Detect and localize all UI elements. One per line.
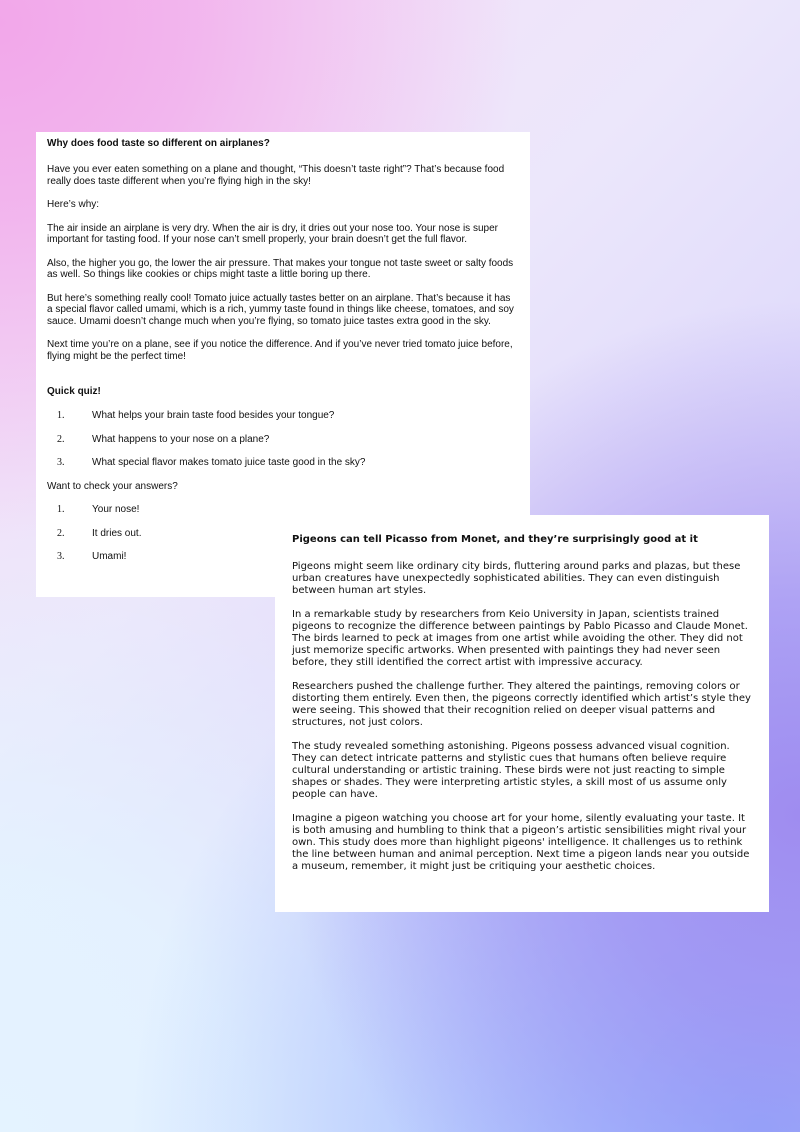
pigeon-cognition-paragraph: The study revealed something astonishing. Pigeons possess advanced visual cognition. They can detect intricate patterns and stylistic cues that humans often believe require cultural understanding or artistic training. These birds were not just reacting to simple shapes or shades. They were interpreting artistic styles, a skill most of us assume only people can have. xyxy=(292,741,730,800)
quiz-answer xyxy=(57,504,518,516)
quiz-answer-number: 1. xyxy=(57,504,65,515)
pigeon-conclusion-paragraph: Imagine a pigeon watching you choose art for your home, silently evaluating your taste. It is both amusing and humbling to think that a pigeon’s artistic sensibilities might rival your own. This study does more than highlight pigeons' intelligence. It challenges us to rethink the line between human and animal perception. Next time a pigeon lands near you outside a museum, remember, it might just be critiquing your aesthetic choices. xyxy=(292,813,750,872)
quiz-question-number: 1. xyxy=(57,410,65,421)
quiz-question xyxy=(57,410,518,422)
quiz-question-text: What happens to your nose on a plane? xyxy=(92,433,270,445)
quiz-question xyxy=(57,434,518,446)
airplane-air-pressure-paragraph: Also, the higher you go, the lower the air pressure. That makes your tongue not taste sweet or salty foods as well. So things like cookies or chips might taste a little boring up there. xyxy=(47,257,514,280)
airplane-dry-air-paragraph: The air inside an airplane is very dry. When the air is dry, it dries out your nose too. Your nose is super important for tasting food. If your nose can’t smell properly, your brain doesn’t get the full flavor. xyxy=(47,222,498,245)
quiz-question xyxy=(57,457,518,469)
pigeon-article-title: Pigeons can tell Picasso from Monet, and they’re surprisingly good at it xyxy=(292,534,698,545)
pigeon-article-card xyxy=(275,515,769,912)
quiz-question-text: What special flavor makes tomato juice taste good in the sky? xyxy=(92,457,366,468)
pigeon-study-paragraph: In a remarkable study by researchers from Keio University in Japan, scientists trained pigeons to recognize the difference between paintings by Pablo Picasso and Claude Monet. The birds learned to peck at images from one artist while avoiding the other. They did not just memorize specific artworks. When presented with paintings they had never seen before, they still identified the correct artist with impressive accuracy. xyxy=(292,609,748,668)
quiz-question-number: 3. xyxy=(57,457,65,468)
airplane-next-time-paragraph: Next time you’re on a plane, see if you notice the difference. And if you’ve never tried tomato juice before, flying might be the perfect time! xyxy=(47,339,513,362)
quiz-question-list xyxy=(47,410,518,469)
quiz-answer-text: Umami! xyxy=(92,551,127,562)
quiz-answer-number: 3. xyxy=(57,551,65,562)
answers-title: Want to check your answers? xyxy=(47,480,178,492)
quiz-answer-text: Your nose! xyxy=(92,504,140,515)
airplane-article-title: Why does food taste so different on airplanes? xyxy=(47,138,270,149)
quiz-answer-number: 2. xyxy=(57,527,65,539)
quiz-answer-text: It dries out. xyxy=(92,527,142,539)
pigeon-intro-paragraph: Pigeons might seem like ordinary city birds, fluttering around parks and plazas, but these urban creatures have unexpectedly sophisticated abilities. They can even distinguish between human art styles. xyxy=(292,561,741,596)
quiz-question-text: What helps your brain taste food besides your tongue? xyxy=(92,410,335,421)
pigeon-challenge-paragraph: Researchers pushed the challenge further. They altered the paintings, removing colors or distorting them entirely. Even then, the pigeons correctly identified which artist’s style they were seeing. This showed that their recognition relied on deeper visual patterns and structures, not just colors. xyxy=(292,681,751,728)
quiz-question-number: 2. xyxy=(57,433,65,445)
airplane-intro-paragraph: Have you ever eaten something on a plane and thought, “This doesn’t taste right”? That’s because food really does taste different when you’re flying high in the sky! xyxy=(47,164,505,187)
airplane-heres-why-paragraph: Here’s why: xyxy=(47,199,100,210)
quiz-title: Quick quiz! xyxy=(47,386,101,397)
airplane-tomato-juice-paragraph: But here’s something really cool! Tomato juice actually tastes better on an airplane. That’s because it has a special flavor called umami, which is a rich, yummy taste found in things like cheese, tomatoes, and soy sauce. Umami doesn’t change much when you’re flying, so tomato juice tastes extra good in the sky. xyxy=(47,292,514,327)
